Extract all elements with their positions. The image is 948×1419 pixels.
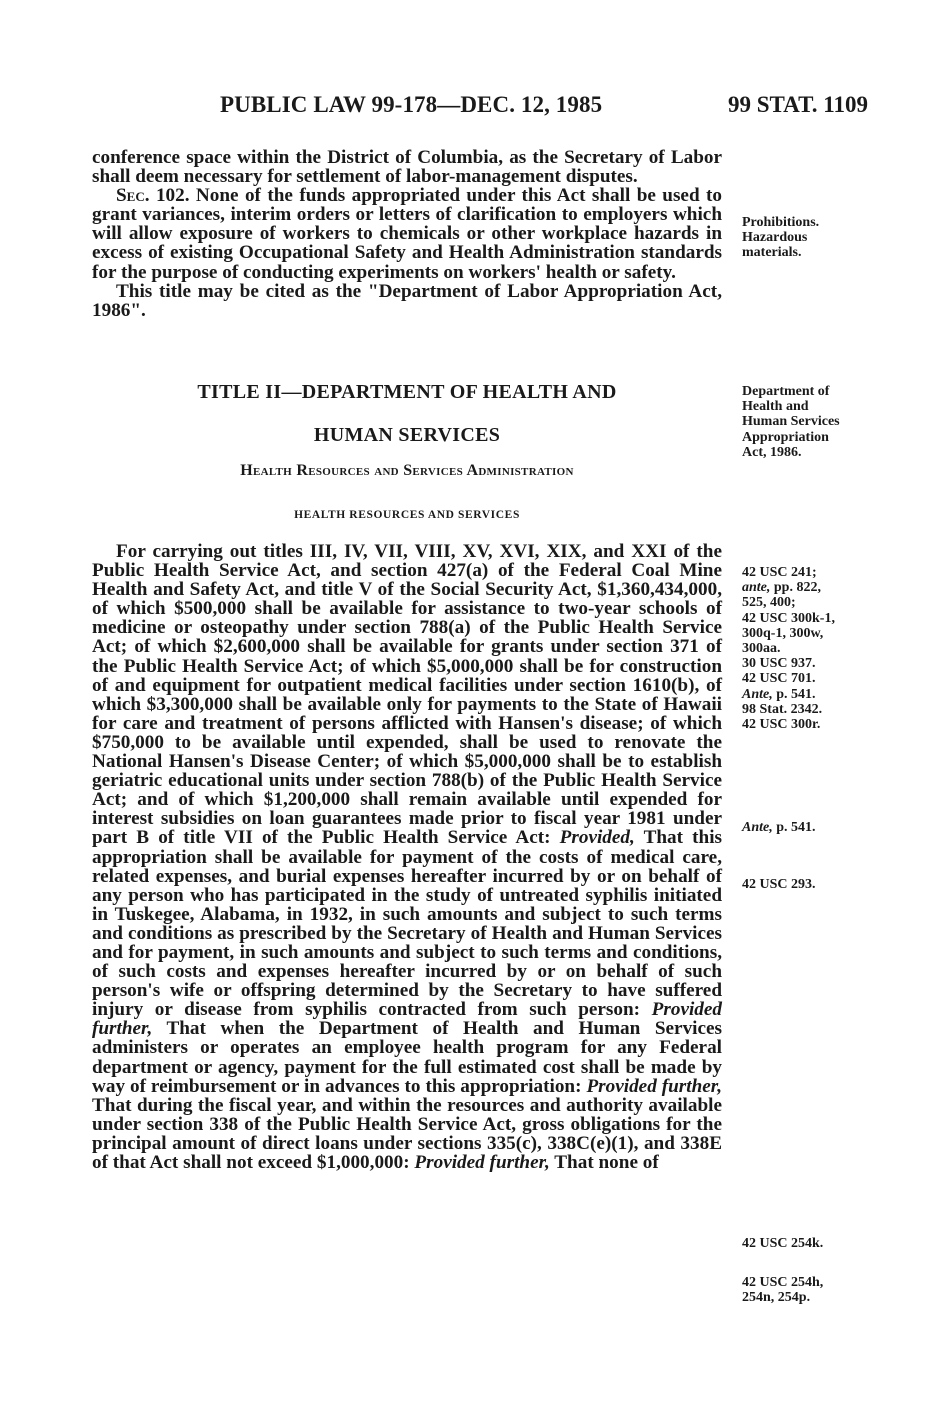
citation-text: p. 541. [772,820,816,835]
margin-note-prohibitions [742,215,892,261]
proviso-label: Provided further, [414,1152,550,1173]
margin-note-line: 42 USC 254h, [742,1275,824,1290]
margin-note-line: 300aa. [742,641,781,657]
margin-note-line [742,580,892,595]
margin-note-line: materials. [742,245,802,261]
margin-note-line: 42 USC 254k. [742,1236,824,1251]
margin-note-line: 30 USC 937. [742,656,816,672]
citation-text: p. 541. [772,686,816,702]
paragraph-short-title: This title may be cited as the "Department of Labor Appropriation Act, 1986". [92,280,722,321]
margin-note-line: 42 USC 701. [742,671,816,687]
top-text-block [92,148,722,320]
text-segment: That when the Department of Health and Human Services administers or operates an employee health program for any Federal department or agency, payment for the full estimated cost shall be made by way of reimbursement or in advances to this appropriation: [92,1018,722,1097]
agency-heading: Health Resources and Services Administration [240,462,574,479]
citation-ante: Ante, [742,820,773,835]
text-segment: That during the fiscal year, and within the resources and authority available under section 338 of the Public Health Service Act, gross obligations for the principal amount of direct loans under sections 335(c), 338C(e)(1), and 338E of that Act shall not exceed $1,000,000: [92,1094,722,1173]
margin-note-line [742,820,892,835]
page-number: 99 STAT. 1109 [728,92,868,117]
margin-note-line: Hazardous [742,230,808,246]
margin-note-line: 42 USC 300r. [742,717,821,733]
paragraph-sec-102 [92,186,722,281]
text-segment: For carrying out titles III, IV, VII, VIII, XV, XVI, XIX, and XXI of the Public Health Service Act, and section 427(a) of the Federal Coal Mine Health and Safety Act, and title V of the Social Security Act, $1,360,434,000, of which $500,000 shall be available for assistance to two-year schools of medicine or osteopathy under section 788(a) of the Public Health Service Act; of which $2,600,000 shall be available for grants under section 371 of the Public Health Service Act; of which $5,000,000 shall be for construction of and equipment for outpatient medical facilities under section 1610(b), of which $3,300,000 shall be available only for payments to the State of Hawaii for care and treatment of persons afflicted with Hansen's disease; of which $750,000 to be available until expended, shall be used to renovate the National Hansen's Disease Center; of which $5,000,000 shall be to establish geriatric educational units under section 788(b) of the Public Health Service Act; and of which $1,200,000 shall remain available until expended for interest subsidies on loan guarantees made prior to fiscal year 1981 under part B of title VII of the Public Health Service Act: [92,541,722,849]
proviso-label: Provided further, [92,999,722,1040]
text-segment: That none of [549,1152,659,1173]
margin-note-line: 525, 400; [742,595,796,611]
margin-note-department [742,384,892,460]
margin-note-line: Appropriation [742,429,829,445]
proviso-label: Provided further, [586,1075,722,1097]
main-text-block [92,542,722,1172]
margin-note-line: 42 USC 241; [742,565,817,580]
margin-note-citations [742,565,892,732]
margin-note-line: Health and [742,399,809,415]
citation-ante: Ante, [742,686,773,702]
margin-note-line: 254n, 254p. [742,1290,811,1306]
margin-note-line [742,687,892,702]
margin-note-line: 42 USC 293. [742,877,816,892]
text-segment: That this appropriation shall be available for payment of the costs of medical care, related expenses, and burial expenses hereafter incurred by or on behalf of any person who has participated in the study of untreated syphilis initiated in Tuskegee, Alabama, in 1932, in such amounts and subject to such terms and conditions as prescribed by the Secretary of Health and Human Services and for payment, in such amounts and subject to such terms and conditions, of such costs and expenses hereafter incurred by or on behalf of such person's wife or offspring determined by the Secretary to have suffered injury or disease from syphilis contracted from such person: [92,827,722,1021]
page-header [0,92,948,122]
margin-note-line: Act, 1986. [742,444,802,460]
margin-note-line: Department of [742,384,830,399]
section-label: Sec. [116,185,150,207]
margin-note-line: Human Services [742,414,840,430]
margin-note-293 [742,877,892,892]
citation-ante: ante, [742,580,771,596]
margin-note-254k [742,1236,892,1251]
paragraph-appropriations [92,542,722,1172]
margin-note-line: 42 USC 300k-1, [742,610,835,626]
citation-text: pp. 822, [770,580,821,596]
section-102-text: 102. None of the funds appropriated under this Act shall be used to grant variances, interim orders or letters of clarification to employers which will allow exposure of workers to chemicals or other workplace hazards in excess of existing Occupational Safety and Health Administration standards for the purpose of conducting experiments on workers' health or safety. [92,185,722,283]
running-title: PUBLIC LAW 99-178—DEC. 12, 1985 [220,92,603,117]
title-heading-line2: HUMAN SERVICES [313,424,501,446]
margin-note-ante-541 [742,820,892,835]
proviso-label: Provided, [559,827,635,849]
sub-heading: HEALTH RESOURCES AND SERVICES [294,509,520,521]
margin-note-line: 300q-1, 300w, [742,625,824,641]
margin-note-254h [742,1275,892,1305]
paragraph-conference-space: conference space within the District of Columbia, as the Secretary of Labor shall deem necessary for settlement of labor-management disputes. [92,147,722,188]
title-heading-line1: TITLE II—DEPARTMENT OF HEALTH AND [197,381,617,403]
margin-note-line: Prohibitions. [742,215,820,230]
margin-note-line: 98 Stat. 2342. [742,701,823,717]
